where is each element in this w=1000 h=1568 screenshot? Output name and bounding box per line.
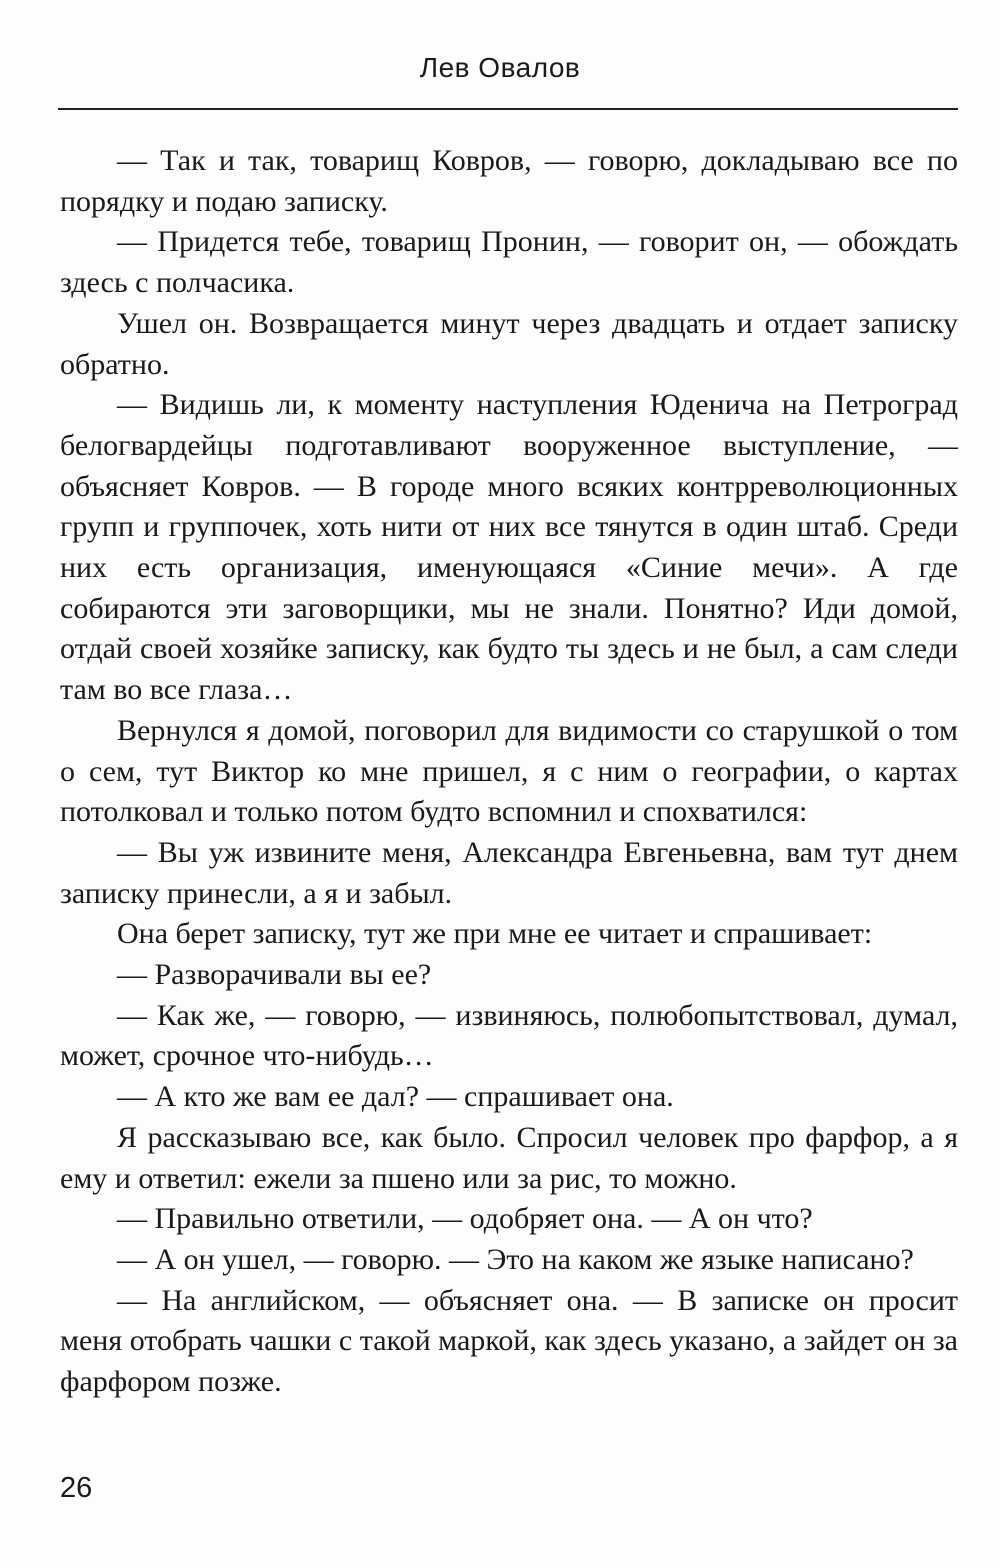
- paragraph: — А он ушел, — говорю. — Это на каком же языке написано?: [117, 1242, 914, 1276]
- paragraph: — Видишь ли, к моменту наступления Юденича на Петроград белогвардейцы подготавливают вооруженное выступление, — объясняет Ковров. — В городе много всяких контрреволюционных групп и группочек, хоть нити от них все тянутся в один штаб. Среди них есть организация, именующаяся «Синие мечи». А где собираются эти заговорщики, мы не знали. Понятно? Иди домой, отдай своей хозяйке записку, как будто ты здесь и не был, а сам следи там во все глаза…: [60, 388, 958, 707]
- paragraph: — Придется тебе, товарищ Пронин, — говорит он, — обождать здесь с полчасика.: [60, 225, 958, 300]
- paragraph: — Так и так, товарищ Ковров, — говорю, докладываю все по порядку и подаю записку.: [60, 144, 958, 218]
- paragraph: Она берет записку, тут же при мне ее читает и спрашивает:: [117, 917, 873, 951]
- paragraph: — А кто же вам ее дал? — спрашивает она.: [117, 1080, 674, 1114]
- paragraph: Вернулся я домой, поговорил для видимости со старушкой о том о сем, тут Виктор ко мне пришел, я с ним о географии, о картах потолковал и только потом будто вспомнил и спохватился:: [60, 713, 958, 829]
- paragraph: — Разворачивали вы ее?: [117, 958, 432, 992]
- running-head-author: Лев Овалов: [419, 52, 581, 83]
- header-rule: [58, 108, 958, 110]
- paragraph: — Вы уж извините меня, Александра Евгеньевна, вам тут днем записку принесли, а я и забыл.: [60, 835, 958, 910]
- paragraph: — Правильно ответили, — одобряет она. — А он что?: [117, 1202, 813, 1236]
- paragraph: — Как же, — говорю, — извиняюсь, полюбопытствовал, думал, может, срочное что-нибудь…: [60, 998, 958, 1073]
- paragraph: Ушел он. Возвращается минут через двадцать и отдает записку обратно.: [60, 306, 958, 381]
- paragraph: Я рассказываю все, как было. Спросил человек про фарфор, а я ему и ответил: ежели за пшено или за рис, то можно.: [60, 1120, 958, 1195]
- text-body: [60, 141, 958, 1403]
- paragraph: — На английском, — объясняет она. — В записке он просит меня отобрать чашки с такой маркой, как здесь указано, а зайдет он за фарфором позже.: [60, 1283, 958, 1399]
- page-number: 26: [60, 1472, 93, 1504]
